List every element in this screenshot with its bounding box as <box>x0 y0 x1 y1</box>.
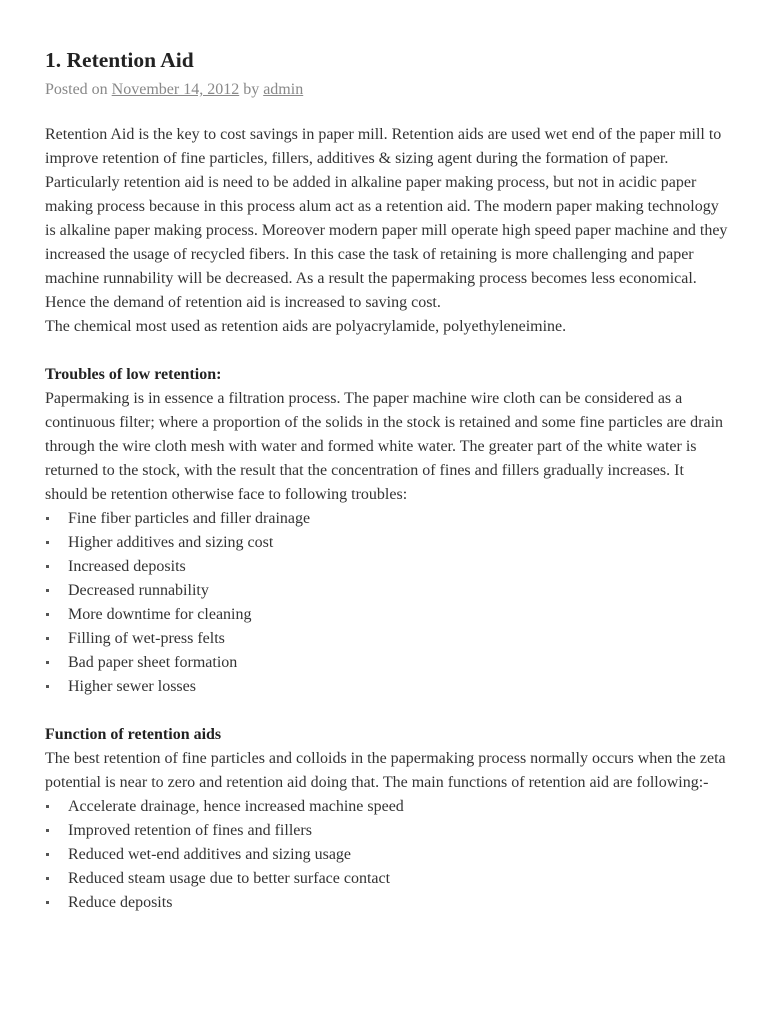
list-item-text: Improved retention of fines and fillers <box>68 822 312 839</box>
bullet-icon <box>46 805 49 808</box>
by-label: by <box>243 81 260 98</box>
functions-section <box>45 723 728 915</box>
bullet-icon <box>46 685 49 688</box>
list-item-text: Reduced wet-end additives and sizing usage <box>68 846 352 863</box>
bullet-icon <box>46 613 49 616</box>
list-item-text: Fine fiber particles and filler drainage <box>68 510 311 527</box>
bullet-icon <box>46 853 49 856</box>
list-item-text: Decreased runnability <box>68 582 209 599</box>
post-content <box>45 123 728 915</box>
list-item-text: Increased deposits <box>68 558 186 575</box>
list-item-text: Filling of wet-press felts <box>68 630 225 647</box>
troubles-heading: Troubles of low retention: <box>45 366 222 383</box>
post-title: 1. Retention Aid <box>45 48 194 72</box>
list-item <box>45 507 728 531</box>
bullet-icon <box>46 901 49 904</box>
list-item-text: Higher additives and sizing cost <box>68 534 274 551</box>
list-item-text: Reduced steam usage due to better surface contact <box>68 870 391 887</box>
list-item <box>45 627 728 651</box>
list-item <box>45 675 728 699</box>
bullet-icon <box>46 829 49 832</box>
list-item-text: Reduce deposits <box>68 894 173 911</box>
list-item-text: More downtime for cleaning <box>68 606 252 623</box>
troubles-list <box>45 507 728 699</box>
chemicals-paragraph: The chemical most used as retention aids are polyacrylamide, polyethyleneimine. <box>45 318 567 335</box>
author-link[interactable]: admin <box>263 81 304 98</box>
list-item <box>45 819 728 843</box>
bullet-icon <box>46 877 49 880</box>
bullet-icon <box>46 517 49 520</box>
functions-list <box>45 795 728 915</box>
list-item <box>45 579 728 603</box>
list-item <box>45 531 728 555</box>
troubles-paragraph: Papermaking is in essence a filtration process. The paper machine wire cloth can be considered as a continuous filter; where a proportion of the solids in the stock is retained and some fine particles are drain through the wire cloth mesh with water and formed white water. The greater part of the white water is returned to the stock, with the result that the concentration of fines and fillers gradually increases. It should be retention otherwise face to following troubles: <box>45 390 724 503</box>
post-meta <box>45 79 728 101</box>
list-item-text: Bad paper sheet formation <box>68 654 238 671</box>
bullet-icon <box>46 589 49 592</box>
list-item <box>45 555 728 579</box>
list-item <box>45 795 728 819</box>
functions-heading: Function of retention aids <box>45 726 222 743</box>
list-item <box>45 843 728 867</box>
troubles-section <box>45 363 728 699</box>
posted-on-label: Posted on <box>45 81 108 98</box>
list-item <box>45 867 728 891</box>
bullet-icon <box>46 565 49 568</box>
list-item <box>45 651 728 675</box>
post-date-link[interactable]: November 14, 2012 <box>111 81 240 98</box>
list-item <box>45 603 728 627</box>
bullet-icon <box>46 637 49 640</box>
functions-paragraph: The best retention of fine particles and colloids in the papermaking process normally occurs when the zeta potential is near to zero and retention aid doing that. The main functions of retention aid are following:- <box>45 750 726 791</box>
list-item-text: Higher sewer losses <box>68 678 196 695</box>
bullet-icon <box>46 541 49 544</box>
bullet-icon <box>46 661 49 664</box>
intro-paragraph: Retention Aid is the key to cost savings in paper mill. Retention aids are used wet end of the paper mill to improve retention of fine particles, fillers, additives & sizing agent during the formation of paper. Particularly retention aid is need to be added in alkaline paper making process, but not in acidic paper making process because in this process alum act as a retention aid. The modern paper making technology is alkaline paper making process. Moreover modern paper mill operate high speed paper machine and they increased the usage of recycled fibers. In this case the task of retaining is more challenging and paper machine runnability will be decreased. As a result the papermaking process becomes less economical. Hence the demand of retention aid is increased to saving cost. <box>45 126 728 311</box>
list-item-text: Accelerate drainage, hence increased machine speed <box>68 798 404 815</box>
list-item <box>45 891 728 915</box>
